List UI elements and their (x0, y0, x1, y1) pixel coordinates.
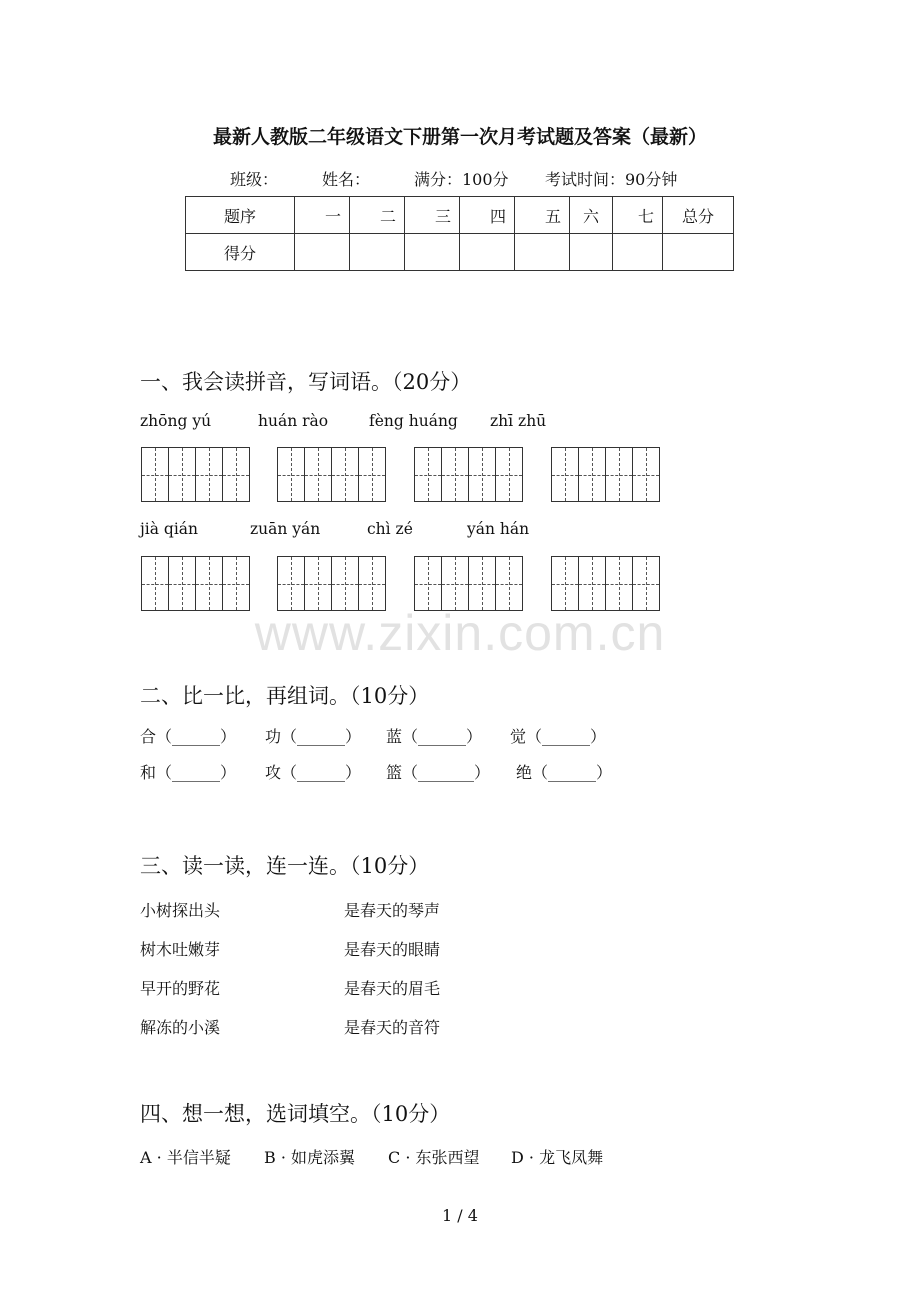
watermark: www.zixin.com.cn (254, 605, 666, 661)
writing-grid[interactable] (277, 447, 386, 502)
score-header-cell: 四 (460, 197, 515, 234)
choice-option: B · 如虎添翼 (264, 1148, 356, 1167)
word-blank[interactable]: 攻（______） (265, 763, 362, 782)
document-title: 最新人教版二年级语文下册第一次月考试题及答案（最新） (212, 126, 707, 148)
full-score-label: 满分：100分 (414, 170, 509, 189)
match-left-item[interactable]: 树木吐嫩芽 (140, 940, 221, 959)
word-blank[interactable]: 绝（______） (516, 763, 613, 782)
word-blank[interactable]: 和（______） (140, 763, 237, 782)
match-right-item[interactable]: 是春天的眉毛 (344, 979, 441, 998)
name-label: 姓名： (322, 170, 371, 189)
score-blank-cell[interactable] (613, 234, 663, 271)
match-left-item[interactable]: 早开的野花 (140, 979, 221, 998)
match-right-item[interactable]: 是春天的琴声 (344, 901, 441, 920)
pinyin-label: huán rào (258, 412, 329, 430)
score-blank-cell[interactable] (350, 234, 405, 271)
score-blank-cell[interactable] (295, 234, 350, 271)
pinyin-label: yán hán (467, 520, 530, 538)
choice-option: C · 东张西望 (388, 1148, 480, 1167)
score-header-cell: 五 (515, 197, 570, 234)
writing-grid[interactable] (141, 556, 250, 611)
score-header-cell: 三 (405, 197, 460, 234)
pinyin-label: zhī zhū (490, 412, 547, 430)
section-3-heading: 三、读一读，连一连。（10分） (140, 854, 430, 878)
writing-grid[interactable] (551, 556, 660, 611)
score-blank-cell[interactable] (663, 234, 734, 271)
writing-grid[interactable] (277, 556, 386, 611)
score-table (185, 196, 734, 271)
word-blank[interactable]: 篮（_______） (386, 763, 491, 782)
pinyin-label: fèng huáng (369, 412, 458, 430)
exam-time-label: 考试时间：90分钟 (545, 170, 678, 189)
score-header-cell: 六 (570, 197, 613, 234)
choice-option: D · 龙飞凤舞 (511, 1148, 604, 1167)
match-left-item[interactable]: 解冻的小溪 (140, 1018, 221, 1037)
score-header-cell: 七 (613, 197, 663, 234)
score-table-score-row (186, 234, 734, 271)
writing-grid[interactable] (551, 447, 660, 502)
section-1-heading: 一、我会读拼音，写词语。（20分） (140, 370, 472, 394)
score-table-header-row (186, 197, 734, 234)
pinyin-label: chì zé (367, 520, 413, 538)
pinyin-label: jià qián (140, 520, 199, 538)
score-blank-cell[interactable] (405, 234, 460, 271)
score-blank-cell[interactable] (460, 234, 515, 271)
score-header-cell: 二 (350, 197, 405, 234)
match-left-item[interactable]: 小树探出头 (140, 901, 221, 920)
score-header-cell: 总分 (663, 197, 734, 234)
match-right-item[interactable]: 是春天的音符 (344, 1018, 441, 1037)
word-blank[interactable]: 觉（______） (510, 727, 607, 746)
class-label: 班级： (230, 170, 279, 189)
pinyin-label: zuān yán (250, 520, 321, 538)
score-row-label: 得分 (186, 234, 295, 271)
pinyin-label: zhōng yú (140, 412, 212, 430)
page-number: 1 / 4 (442, 1206, 478, 1225)
writing-grid[interactable] (414, 447, 523, 502)
writing-grid[interactable] (414, 556, 523, 611)
word-blank[interactable]: 蓝（______） (386, 727, 483, 746)
score-header-cell: 题序 (186, 197, 295, 234)
section-2-heading: 二、比一比，再组词。（10分） (140, 684, 430, 708)
word-blank[interactable]: 合（______） (140, 727, 237, 746)
word-blank[interactable]: 功（______） (265, 727, 362, 746)
score-blank-cell[interactable] (570, 234, 613, 271)
section-4-heading: 四、想一想，选词填空。（10分） (140, 1102, 451, 1126)
writing-grid[interactable] (141, 447, 250, 502)
match-right-item[interactable]: 是春天的眼睛 (344, 940, 441, 959)
score-blank-cell[interactable] (515, 234, 570, 271)
choice-option: A · 半信半疑 (140, 1148, 231, 1167)
score-header-cell: 一 (295, 197, 350, 234)
